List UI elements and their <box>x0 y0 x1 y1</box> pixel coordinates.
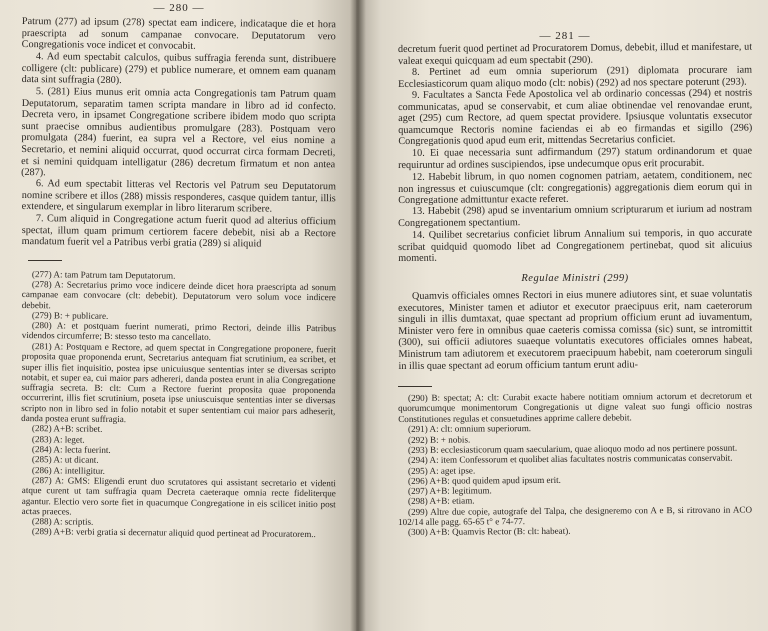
footnote-separator <box>28 260 62 261</box>
footnote: (299) Altre due copie, autografe del Talpa, che designeremo con A e B, si ritrovano in ACO 102/14 alle pagg. 65-65 t° e 74-77. <box>398 504 753 527</box>
body-paragraph: 8. Pertinet ad eum omnia superiorum (291) diplomata procurare iam Ecclesiasticorum quam aliquo modo (clt: nobis) (292) ad nos spectare poterunt (293). <box>398 64 753 90</box>
footnote: (295) A: aget ipse. <box>407 464 476 476</box>
footnote: (296) A+B: quod quidem apud ipsum erit. <box>407 474 561 486</box>
footnote: (286) A: intelligitur. <box>31 464 105 476</box>
footnote: (277) A: tam Patrum tam Deputatorum. <box>31 268 176 281</box>
footnote: (294) A: item Confessorum et quolibet alias facultates nostris communicatas conservabit. <box>407 452 733 466</box>
body-paragraph: 5. (281) Eius munus erit omnia acta Congregationis tam Patrum quam Deputatorum, separatim tamen scripta mandare in libro ad id confecto. Decreta vero, in ipsamet Congregatione scribere ibidem modo quo scripta sunt praecise omnibus audientibus promulgare (283). Postquam vero promulgata (284) fuerint, ea supra vel a Rectore, vel eius nomine a Secretario, et nemini aliquid occurrat, quod occurrat circa formam Decreti, et si nemini quidquam intelligatur (286) decretum firmatum et non antea (287). <box>21 85 336 178</box>
footnote: (281) A: Postquam e Rectore, ad quem spectat in Congregatione proponere, fuerit proposita quae proponenda erunt, Secretarius antequam fiat scrutinium, ea scribet, et super illis fiet inquisitio, postea ipse unicuiusque sententias inter se diversas scripto notabit, et super ea, cui maior pars adhereri, danda postea erunt in alia Congregatione suffragia secreta. B: clt: Cum a Rectore fuerint proposita quae proponenda occurrerint, illis fiet scrutinium, poseta ipse uniuscuisque sententias inter se diversas scripto non in libro sed in folio notabit et super sententiam cui maior pars adheserit, danda postea erunt suffragia. <box>21 341 336 425</box>
left-page <box>0 0 366 631</box>
footnote: (283) A: leget. <box>31 433 85 445</box>
footnote: (291) A: clt: omnium superiorum. <box>407 423 532 435</box>
body-paragraph: 14. Quilibet secretarius conficiet librum Annalium sui temporis, in quo accurate scribat quidquid quomodo libet ad Congregationem pertinebat, quod sit alicuius momenti. <box>398 227 753 264</box>
body-paragraph: decretum fuerit quod pertinet ad Procuratorem Domus, debebit, illud et manifestare, ut valeat exequi quicquam ad eum spectabit (290). <box>398 41 753 67</box>
footnote: (280) A: et postquam fuerint numerati, primo Rectori, deinde illis Patribus videndos circumferre; B: stesso testo ma cancellato. <box>21 320 336 343</box>
footnote: (298) A+B: etiam. <box>407 495 475 507</box>
body-paragraph: 13. Habebit (298) apud se inventarium omnium scripturarum et iurium ad nostram Congregationem spectantium. <box>398 203 753 229</box>
body-paragraph: 4. Ad eum spectabit calculos, quibus suffragia ferenda sunt, distribuere colligere (clt: publicare) (279) et publice numerare, et omnem eam quanam data sint suffragia (280). <box>21 50 336 87</box>
section-heading: Regulae Ministri (299) <box>521 273 629 285</box>
footnote: (279) B: + publicare. <box>31 310 109 321</box>
footnote: (287) A: GMS: Eligendi erunt duo scrutatores qui assistant secretario et videnti atque curent ut tam suffragia quam Decreta caeteraque omnia recte fideliterque agantur. Electio vero sorte fiet in quacumque Congregatione in eis scilicet initio post actas praeces. <box>21 474 336 517</box>
right-page <box>356 0 768 631</box>
footnote: (297) A+B: legitimum. <box>407 485 492 497</box>
footnote: (285) A: ut dicant. <box>31 454 99 466</box>
footnote: (300) A+B: Quamvis Rector (B: clt: habeat). <box>407 526 571 538</box>
footnote: (293) B: ecclesiasticorum quam saecularium, quae alioquo modo ad nos pertinere possunt. <box>407 442 738 455</box>
footnote: (278) A: Secretarius primo voce indicere deinde dicet hora praescripta ad sonum campanae eam convocare (clt: debebit). Deputatorum vero solum voce indicere debebit. <box>21 279 336 311</box>
footnote: (292) B: + nobis. <box>407 434 471 445</box>
book-gutter <box>350 0 366 631</box>
body-paragraph: 12. Habebit librum, in quo nomen cognomen patriam, aetatem, conditionem, nec non ingressus et cuiuscumque (clt: congregationis) aggregationis diem eorum qui in Congregatione admittuntur exacte referet. <box>398 169 753 206</box>
body-paragraph: 6. Ad eum spectabit litteras vel Rectoris vel Patrum seu Deputatorum nomine scribere et illos (288) missis responderes, casque quidem tantur, illis extendere, et singularum exemplar in libro literarum scribere. <box>21 178 336 216</box>
page-number: — 281 — <box>539 30 591 42</box>
footnote: (284) A: lecta fuerint. <box>31 444 111 455</box>
footnote: (288) A: scriptis. <box>31 516 94 527</box>
page-number: — 280 — <box>153 2 205 14</box>
footnote: (282) A+B: scribet. <box>31 423 103 435</box>
body-paragraph: Quamvis officiales omnes Rectori in eius munere adiutores sint, et suae voluntatis executores, Minister tamen et adiutor et executor praecipuus erit, nam caeterorum singuli in illis dumtaxat, quae spectant ad proprium officium erunt ad iuvamentum, Minister vero fere in omnibus quae caeteris comissa comissa (sic) sunt, se intromittit (300), sui officii adiutores suaeque voluntatis executores officiales omnes habeat, Ministrum tam adiutorem et executorem praecipuum habebit, nam coeterorum singuli in illis quae spectant ad eorum officium tantum erunt adiu- <box>398 288 753 372</box>
body-paragraph: Patrum (277) ad ipsum (278) spectat eam indicere, indicataque die et hora praescripta ad sonum campanae convocare. Deputatorum vero Congregationis voce indicet et convocabit. <box>21 16 336 53</box>
footnote-separator <box>398 386 432 387</box>
body-paragraph: 9. Facultates a Sancta Fede Apostolica vel ab ordinario concessas (294) et nostris communicatas, apud se conservabit, et cum aliae obtinendae vel renovandae erunt, aget (295) cum Rectore, ad quem spectat providere. Ipsiusque voluntatis exsecutor quamcumque Rectoris nomine faciendas ei ab eo firmandas et sigillo (296) Congregationis quod apud eum erit, mittendas Secretarius conficiet. <box>398 87 753 148</box>
footnote: (290) B: spectat; A: clt: Curabit exacte habere notitiam omnium actorum et decretorum et quorumcumque monimentorum Congregationis ut digne valeat suo fungi officio nostras Constitutiones regulas et consuetudines apprime callere debebit. <box>398 390 753 425</box>
body-paragraph: 10. Ei quae necessaria sunt adfirmandum (297) statum ordinandorum et quae requiruntur ad ordines suscipiendos, ipse undecumque opus erit procurabit. <box>398 145 753 171</box>
footnote: (289) A+B: verbi gratia si decernatur aliquid quod pertineat ad Procuratorem.. <box>31 526 316 540</box>
body-paragraph: 7. Cum aliquid in Congregatione actum fuerit quod ad alterius officium spectat, illum quam primum certiorem facere debebit, nisi ab a Rectore mandatum fuerit vel a Patribus verbi gratia (289) si aliquid <box>21 213 336 250</box>
